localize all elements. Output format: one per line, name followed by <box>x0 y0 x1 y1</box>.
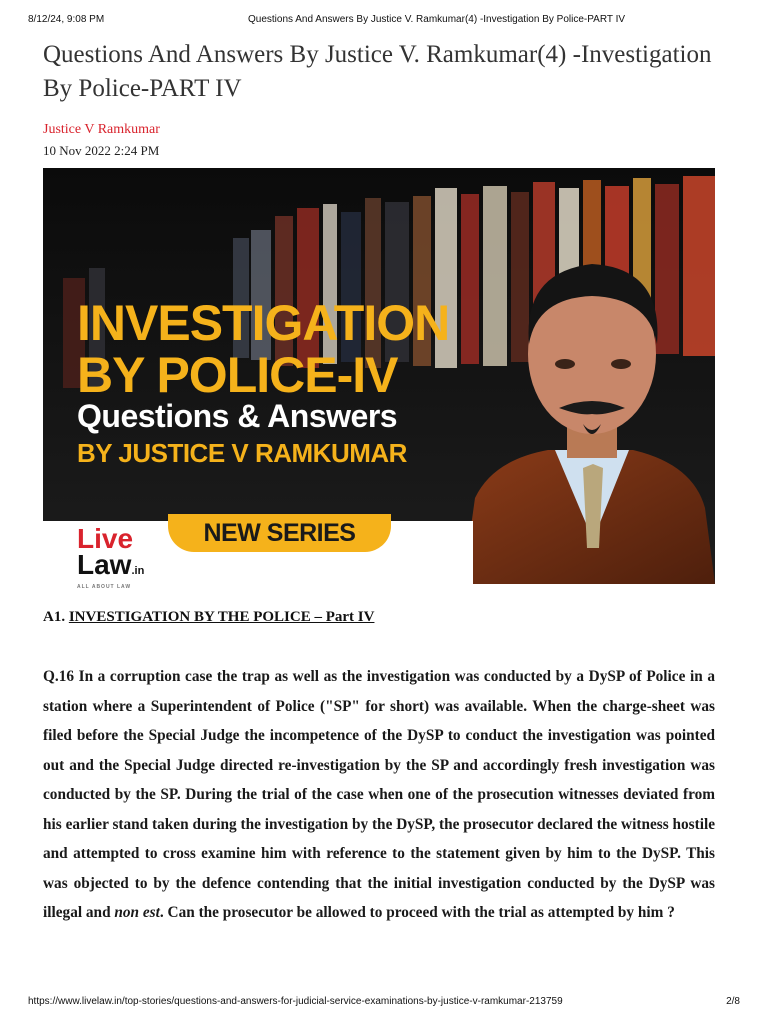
hero-line-4: BY JUSTICE V RAMKUMAR <box>77 438 407 468</box>
logo-word-law-text: Law <box>77 549 132 580</box>
print-url: https://www.livelaw.in/top-stories/questions-and-answers-for-judicial-service-examinations-by-justice-v-ramkumar-213759 <box>28 996 563 1007</box>
section-number: A1. <box>43 609 66 625</box>
print-datetime: 8/12/24, 9:08 PM <box>28 14 105 25</box>
question-text-main: Q.16 In a corruption case the trap as well as the investigation was conducted by a DySP of Police in a station where a Superintendent of Police ("SP" for short) was available. When the charge-sheet was filed before the Special Judge the incompetence of the DySP to conduct the investigation was pointed out and the Special Judge directed re-investigation by the SP and accordingly fresh investigation was conducted by the SP. During the trial of the case when one of the prosecution witnesses deviated from his earlier stand taken during the investigation by the DySP, the prosecutor declared the witness hostile and attempted to cross examine him with reference to the statement given by him to the DySP. This was objected to by the defence contending that the initial investigation conducted by the DySP was illegal and <box>43 668 715 921</box>
question-text-end: . Can the prosecutor be allowed to proceed with the trial as attempted by him ? <box>159 904 675 921</box>
logo-word-law <box>77 549 177 584</box>
print-header <box>28 14 740 28</box>
question-paragraph <box>43 662 715 928</box>
hero-line-3: Questions & Answers <box>77 398 398 434</box>
publish-date: 10 Nov 2022 2:24 PM <box>43 143 160 158</box>
print-footer <box>28 996 740 1010</box>
logo-word-live: Live <box>77 523 134 554</box>
page-number: 2/8 <box>726 996 740 1007</box>
print-page-title: Questions And Answers By Justice V. Ramkumar(4) -Investigation By Police-PART IV <box>248 14 626 25</box>
section-title: INVESTIGATION BY THE POLICE – Part IV <box>68 609 375 625</box>
article-title: Questions And Answers By Justice V. Ramkumar(4) -Investigation By Police-PART IV <box>43 41 712 102</box>
hero-line-2: BY POLICE-IV <box>77 347 398 403</box>
hero-line-1: INVESTIGATION <box>77 295 450 351</box>
logo-tagline: ALL ABOUT LAW <box>77 584 132 590</box>
hero-image <box>43 168 715 590</box>
author-link[interactable]: Justice V Ramkumar <box>43 122 160 137</box>
livelaw-logo <box>77 523 177 590</box>
logo-suffix: .in <box>131 565 145 577</box>
question-text-italic: non est <box>114 904 160 921</box>
section-heading <box>43 609 374 626</box>
new-series-badge: NEW SERIES <box>168 514 391 552</box>
